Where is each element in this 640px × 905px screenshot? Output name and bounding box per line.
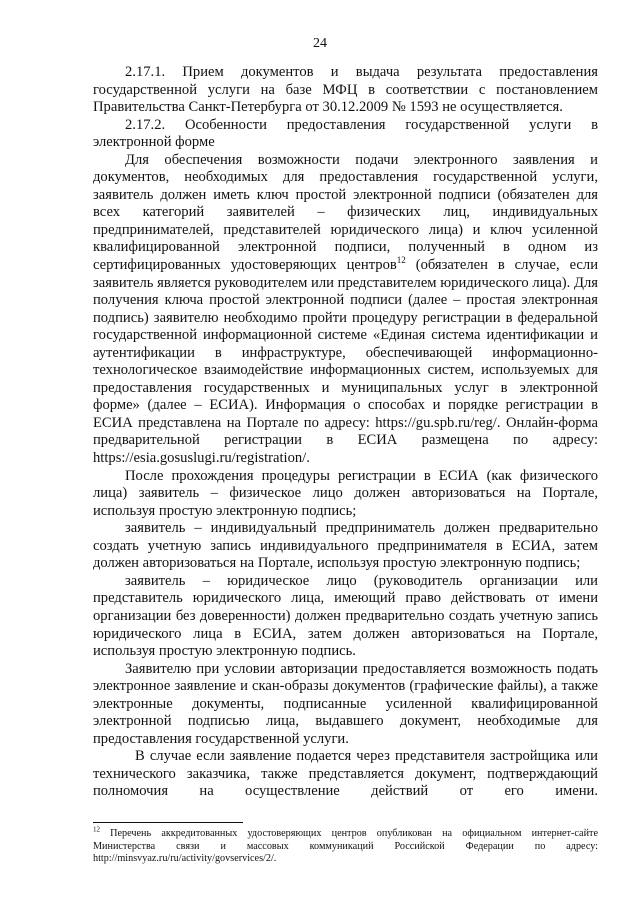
paragraph-esia-registration-text: (обязателен в случае, если заявитель является руководителем или представителем юридического лица). Для получения ключа простой электронной подписи (далее – простая электронная подпись) заявителю необходимо пройти процедуру регистрации в федеральной государственной информационной системе «Единая система идентификации и аутентификации в инфраструктуре, обеспечивающей информационно-технологическое взаимодействие информационных систем, используемых для предоставления государственных и муниципальных услуг в электронной форме» (далее – ЕСИА). Информация о способах и порядке регистрации в ЕСИА представлена на Портале по адресу: https://gu.spb.ru/reg/. Онлайн-форма предварительной регистрации в ЕСИА размещена по адресу: https://esia.gosuslugi.ru/registration/.	[93, 257, 599, 467]
paragraph-legal-entity-authorization: заявитель – юридическое лицо (руководитель организации или представитель юридического лица, имеющий право действовать от имени организации без доверенности) должен предварительно создать учетную запись юридического лица в ЕСИА, затем должен авторизоваться на Портале, используя простую электронную подпись.	[93, 572, 598, 660]
footnote	[93, 825, 598, 866]
paragraph-individual-authorization: После прохождения процедуры регистрации в ЕСИА (как физического лица) заявитель – физическое лицо должен авторизоваться на Портале, используя простую электронную подпись;	[93, 467, 598, 519]
paragraph-2-17-2-heading: 2.17.2. Особенности предоставления государственной услуги в электронной форме	[93, 116, 598, 151]
paragraph-2-17-1: 2.17.1. Прием документов и выдача результата предоставления государственной услуги на базе МФЦ в соответствии с постановлением Правительства Санкт-Петербурга от 30.12.2009 № 1593 не осуществляется.	[93, 64, 598, 116]
paragraph-entrepreneur-authorization: заявитель – индивидуальный предприниматель должен предварительно создать учетную запись индивидуального предпринимателя в ЕСИА, затем должен авторизоваться на Портале, используя простую электронную подпись;	[93, 520, 598, 572]
paragraph-electronic-signature-text: Для обеспечения возможности подачи электронного заявления и документов, необходимых для предоставления государственной услуги, заявитель должен иметь ключ простой электронной подписи (обязателен для всех категорий заявителей – физических лиц, индивидуальных предпринимателей, представителей юридического лица) и ключ усиленной квалифицированной электронной подписи, полученный в одном из сертифицированных удостоверяющих центров	[93, 151, 598, 274]
paragraph-electronic-signature	[93, 152, 598, 468]
footnote-text: Перечень аккредитованных удостоверяющих центров опубликован на официальном интернет-сайте Министерства связи и массовых коммуникаций Российской Федерации по адресу: http://minsvyaz.ru/ru/activity/govservices/2/.	[93, 828, 598, 864]
footnote-divider	[93, 822, 243, 823]
paragraph-submission-possibility: Заявителю при условии авторизации предоставляется возможность подать электронное заявление и скан-образы документов (графические файлы), а также электронные документы, подписанные усиленной квалифицированной электронной подписью лица, выдавшего документ, необходимые для предоставления государственной услуги.	[93, 660, 598, 747]
paragraph-representative: В случае если заявление подается через представителя застройщика или технического заказчика, также представляется документ, подтверждающий полномочия на осуществление действий от его имени.	[93, 748, 598, 800]
footnote-marker: 12	[93, 825, 100, 834]
document-body	[93, 64, 598, 801]
page-number: 24	[313, 36, 327, 51]
footnote-reference: 12	[396, 255, 406, 266]
